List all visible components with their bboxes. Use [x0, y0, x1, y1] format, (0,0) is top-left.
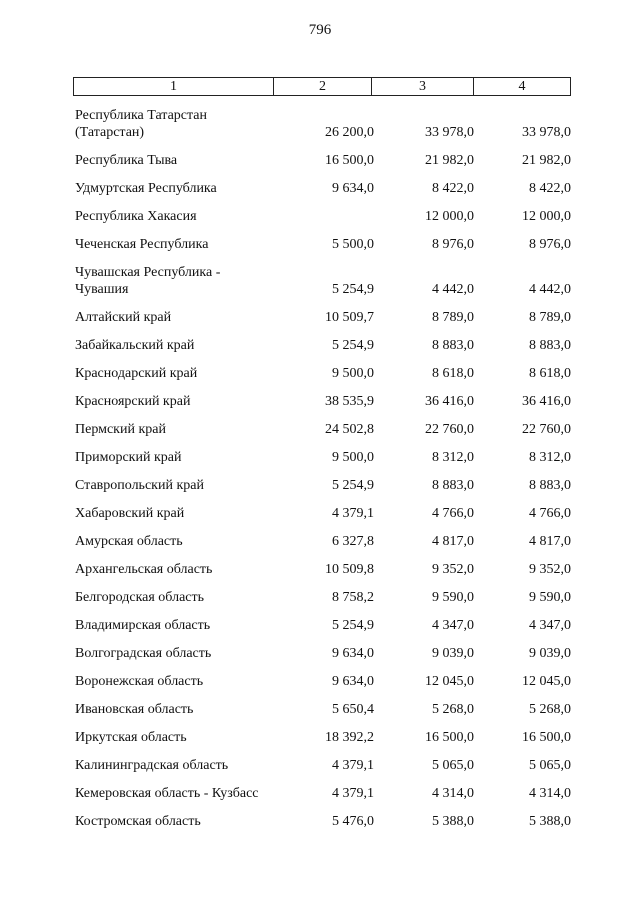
value-col-3: 4 314,0 — [432, 786, 474, 801]
value-col-4: 12 000,0 — [522, 209, 571, 224]
value-col-3: 8 312,0 — [432, 450, 474, 465]
region-name: Чеченская Республика — [75, 237, 209, 252]
table-row — [73, 449, 573, 466]
table-row — [73, 152, 573, 169]
value-col-4: 22 760,0 — [522, 422, 571, 437]
value-col-3: 4 817,0 — [432, 534, 474, 549]
value-col-4: 5 065,0 — [529, 758, 571, 773]
region-name: Приморский край — [75, 450, 182, 465]
value-col-2: 4 379,1 — [332, 786, 374, 801]
table-row — [73, 561, 573, 578]
value-col-4: 8 789,0 — [529, 310, 571, 325]
page-number: 796 — [308, 22, 332, 38]
region-name: Удмуртская Республика — [75, 181, 217, 196]
value-col-4: 9 590,0 — [529, 590, 571, 605]
table-row — [73, 365, 573, 382]
region-name: Республика Тыва — [75, 153, 178, 168]
value-col-2: 18 392,2 — [325, 730, 374, 745]
value-col-4: 12 045,0 — [522, 674, 571, 689]
value-col-4: 4 817,0 — [529, 534, 571, 549]
table-row — [73, 701, 573, 718]
value-col-2: 9 634,0 — [332, 674, 374, 689]
value-col-4: 36 416,0 — [522, 394, 571, 409]
table-row — [73, 617, 573, 634]
value-col-4: 16 500,0 — [522, 730, 571, 745]
value-col-4: 4 347,0 — [529, 618, 571, 633]
table-row — [73, 337, 573, 354]
value-col-3: 8 618,0 — [432, 366, 474, 381]
region-name: Республика Хакасия — [75, 209, 197, 224]
value-col-2: 8 758,2 — [332, 590, 374, 605]
table-row — [73, 208, 573, 225]
value-col-3: 16 500,0 — [425, 730, 474, 745]
value-col-3: 8 976,0 — [432, 237, 474, 252]
region-name: Республика Татарстан (Татарстан) — [75, 108, 208, 140]
value-col-2: 24 502,8 — [325, 422, 374, 437]
region-name: Ставропольский край — [75, 478, 204, 493]
value-col-3: 4 347,0 — [432, 618, 474, 633]
region-name: Красноярский край — [75, 394, 191, 409]
value-col-4: 8 976,0 — [529, 237, 571, 252]
value-col-3: 9 039,0 — [432, 646, 474, 661]
value-col-4: 9 039,0 — [529, 646, 571, 661]
value-col-3: 12 000,0 — [425, 209, 474, 224]
region-name: Костромская область — [75, 814, 201, 829]
value-col-2: 9 500,0 — [332, 366, 374, 381]
value-col-4: 8 618,0 — [529, 366, 571, 381]
table-row — [73, 533, 573, 550]
table-row — [73, 673, 573, 690]
table-row — [73, 107, 573, 141]
header-col-1: 1 — [74, 78, 274, 95]
value-col-3: 22 760,0 — [425, 422, 474, 437]
table-row — [73, 645, 573, 662]
value-col-4: 4 766,0 — [529, 506, 571, 521]
region-name: Иркутская область — [75, 730, 187, 745]
value-col-4: 8 312,0 — [529, 450, 571, 465]
value-col-2: 4 379,1 — [332, 506, 374, 521]
value-col-4: 8 883,0 — [529, 338, 571, 353]
region-name: Амурская область — [75, 534, 183, 549]
table-row — [73, 505, 573, 522]
region-name: Пермский край — [75, 422, 166, 437]
value-col-3: 4 766,0 — [432, 506, 474, 521]
value-col-2: 5 254,9 — [332, 618, 374, 633]
region-name: Архангельская область — [75, 562, 213, 577]
region-name: Хабаровский край — [75, 506, 185, 521]
table-row — [73, 309, 573, 326]
value-col-3: 4 442,0 — [432, 282, 474, 297]
region-name: Алтайский край — [75, 310, 172, 325]
value-col-4: 8 422,0 — [529, 181, 571, 196]
value-col-2: 26 200,0 — [325, 125, 374, 140]
table-row — [73, 180, 573, 197]
table-row — [73, 236, 573, 253]
region-name: Владимирская область — [75, 618, 211, 633]
value-col-4: 33 978,0 — [522, 125, 571, 140]
region-name: Краснодарский край — [75, 366, 198, 381]
value-col-2: 5 500,0 — [332, 237, 374, 252]
value-col-3: 9 352,0 — [432, 562, 474, 577]
value-col-2: 10 509,7 — [325, 310, 374, 325]
value-col-2: 9 634,0 — [332, 646, 374, 661]
value-col-2: 5 254,9 — [332, 338, 374, 353]
value-col-3: 8 422,0 — [432, 181, 474, 196]
region-name: Ивановская область — [75, 702, 194, 717]
value-col-3: 12 045,0 — [425, 674, 474, 689]
value-col-3: 8 789,0 — [432, 310, 474, 325]
value-col-3: 5 268,0 — [432, 702, 474, 717]
value-col-3: 8 883,0 — [432, 478, 474, 493]
value-col-2: 6 327,8 — [332, 534, 374, 549]
value-col-4: 5 268,0 — [529, 702, 571, 717]
value-col-4: 21 982,0 — [522, 153, 571, 168]
header-col-4: 4 — [518, 79, 526, 94]
value-col-3: 5 388,0 — [432, 814, 474, 829]
value-col-2: 38 535,9 — [325, 394, 374, 409]
region-name: Воронежская область — [75, 674, 204, 689]
value-col-2: 5 650,4 — [332, 702, 374, 717]
table-header — [73, 77, 571, 96]
value-col-4: 8 883,0 — [529, 478, 571, 493]
value-col-3: 21 982,0 — [425, 153, 474, 168]
value-col-3: 36 416,0 — [425, 394, 474, 409]
value-col-2: 9 500,0 — [332, 450, 374, 465]
value-col-4: 9 352,0 — [529, 562, 571, 577]
region-name: Забайкальский край — [75, 338, 195, 353]
table-row — [73, 813, 573, 830]
table-row — [73, 477, 573, 494]
value-col-2: 9 634,0 — [332, 181, 374, 196]
value-col-4: 4 442,0 — [529, 282, 571, 297]
value-col-2: 10 509,8 — [325, 562, 374, 577]
value-col-3: 33 978,0 — [425, 125, 474, 140]
value-col-4: 4 314,0 — [529, 786, 571, 801]
table-row — [73, 785, 573, 802]
value-col-3: 9 590,0 — [432, 590, 474, 605]
table-row — [73, 757, 573, 774]
table-row — [73, 589, 573, 606]
table-row — [73, 264, 573, 298]
value-col-2: 5 476,0 — [332, 814, 374, 829]
region-name: Чувашская Республика - Чувашия — [75, 265, 221, 297]
value-col-2: 4 379,1 — [332, 758, 374, 773]
header-col-3: 3 — [372, 78, 474, 95]
value-col-4: 5 388,0 — [529, 814, 571, 829]
table-row — [73, 393, 573, 410]
region-name: Волгоградская область — [75, 646, 212, 661]
value-col-3: 8 883,0 — [432, 338, 474, 353]
value-col-2: 16 500,0 — [325, 153, 374, 168]
value-col-2: 5 254,9 — [332, 282, 374, 297]
value-col-3: 5 065,0 — [432, 758, 474, 773]
table-row — [73, 729, 573, 746]
value-col-2: 5 254,9 — [332, 478, 374, 493]
table-row — [73, 421, 573, 438]
region-name: Калининградская область — [75, 758, 229, 773]
region-name: Белгородская область — [75, 590, 205, 605]
region-name: Кемеровская область - Кузбасс — [75, 786, 259, 801]
header-col-2: 2 — [274, 78, 372, 95]
